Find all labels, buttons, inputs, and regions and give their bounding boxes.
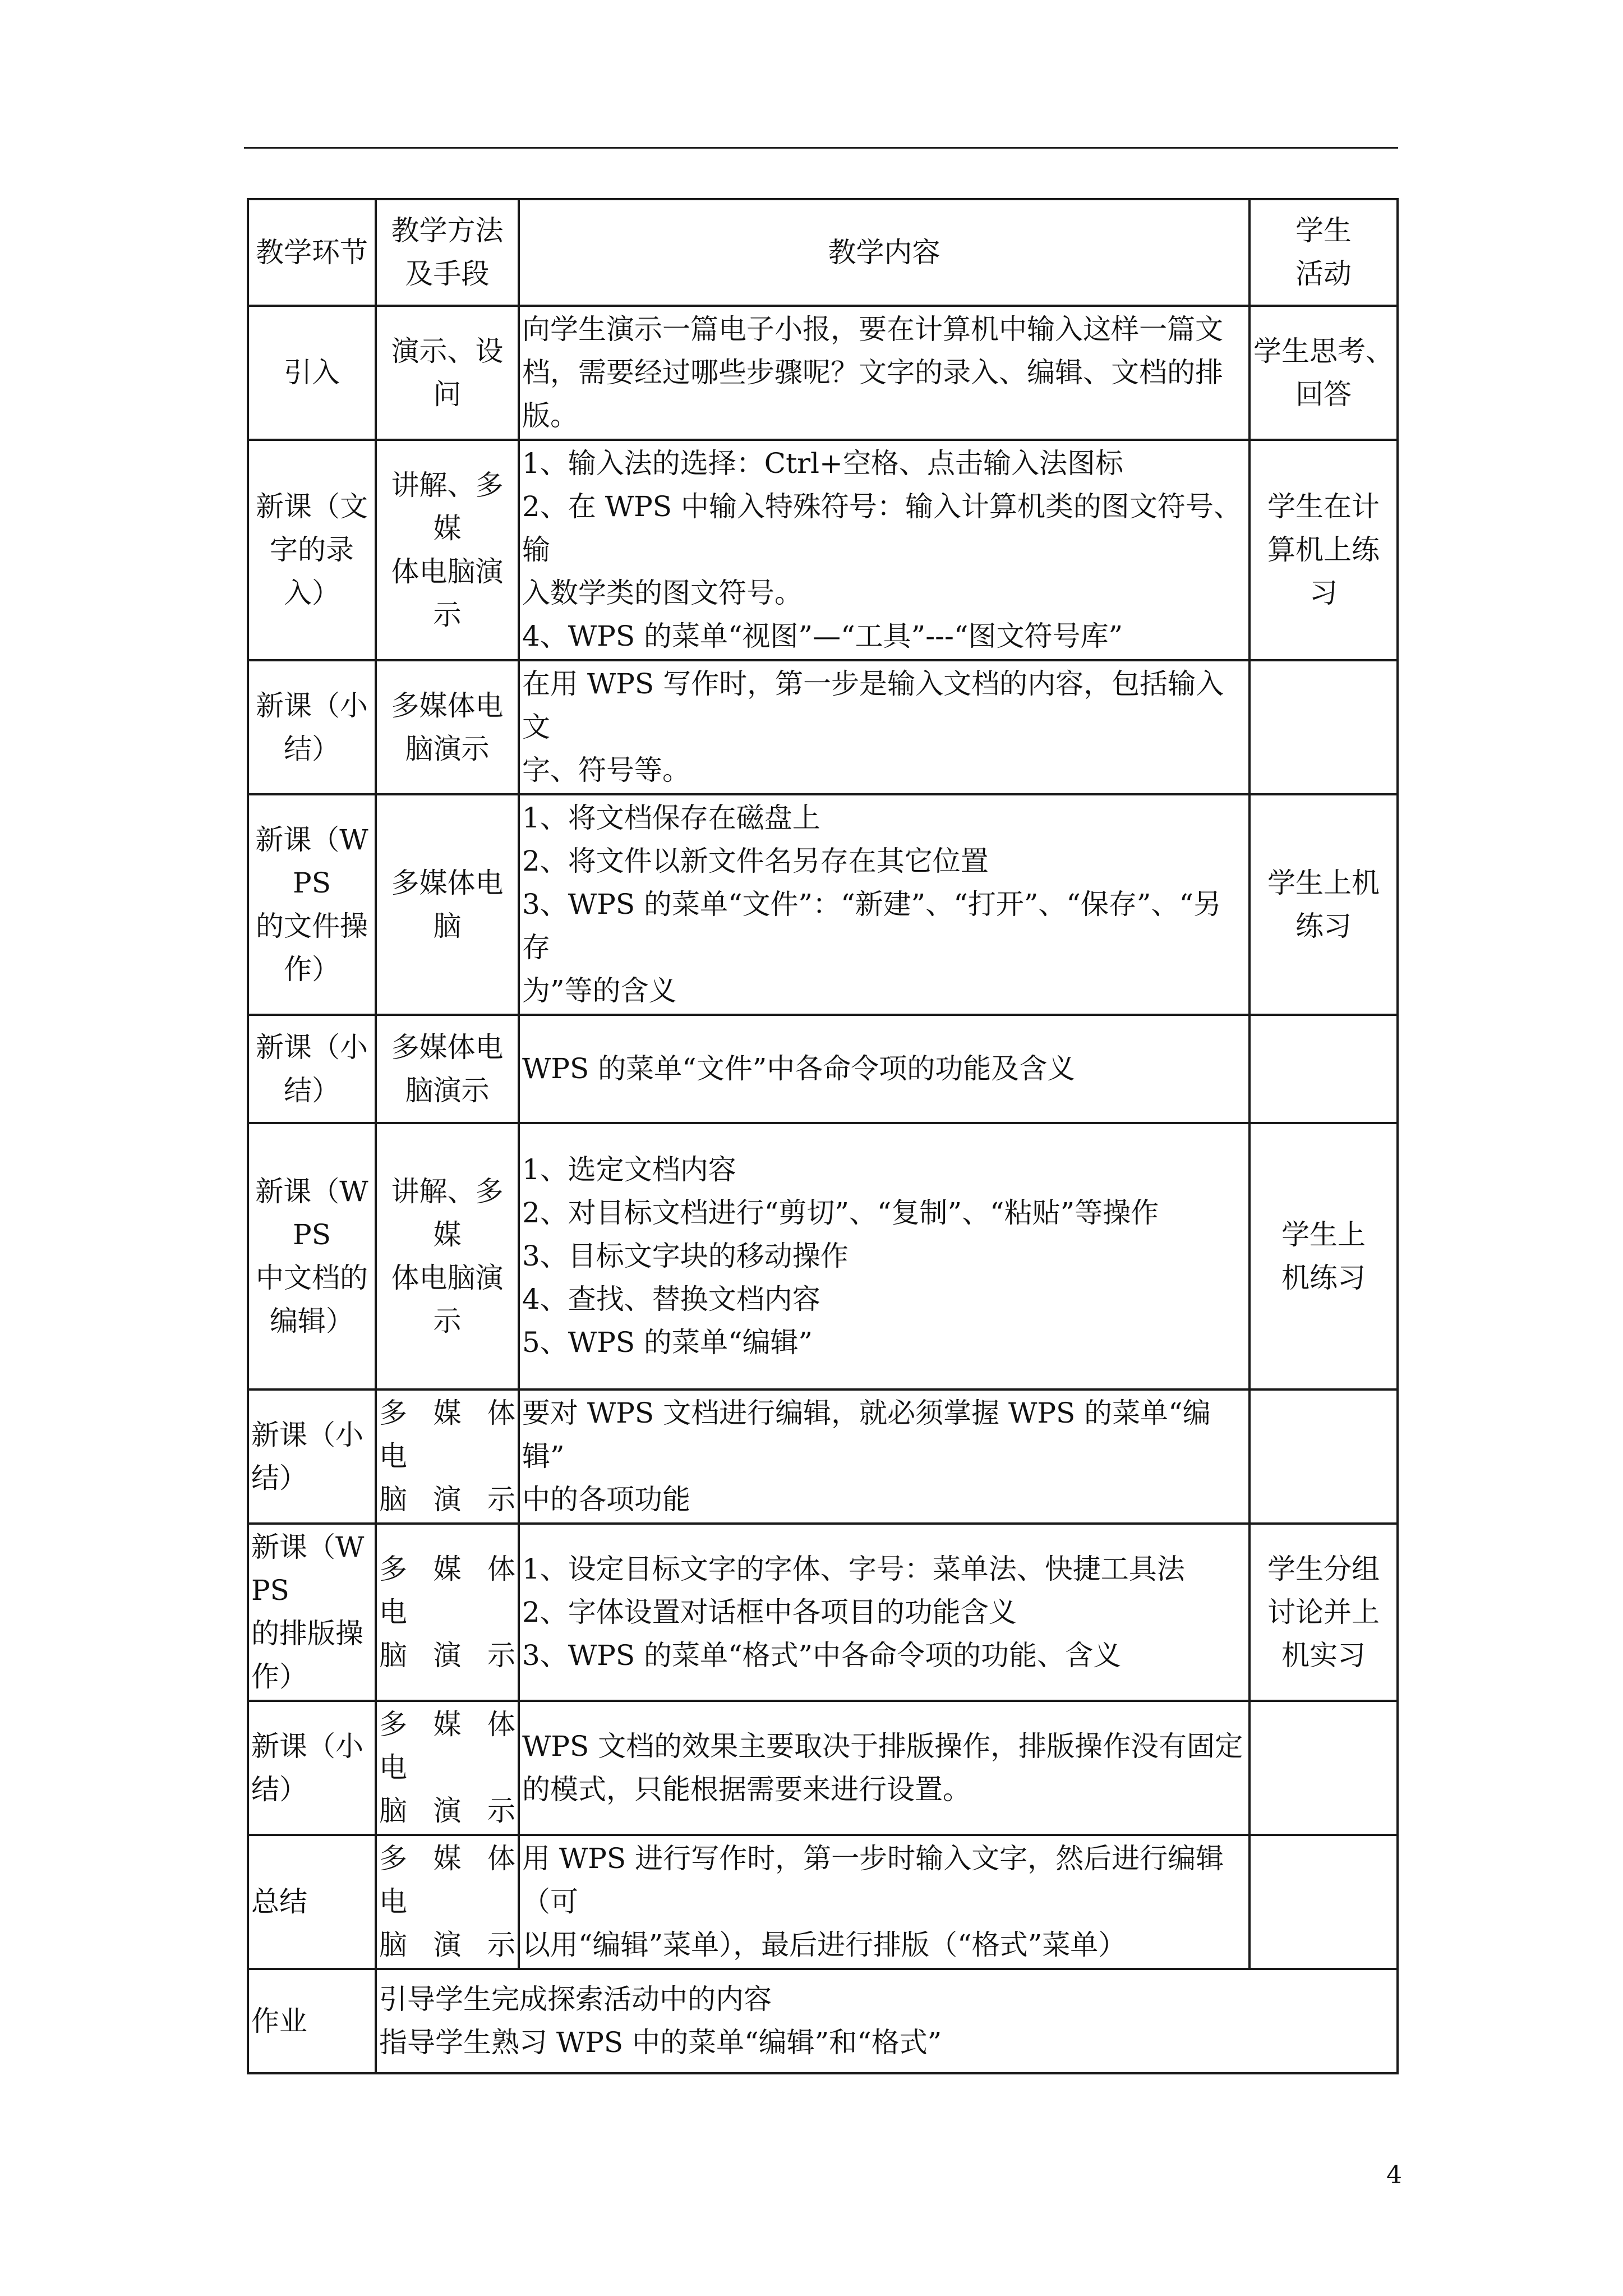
stage-cell-line: 的文件操 [256, 909, 368, 942]
stage-cell-line: 结） [284, 1074, 340, 1107]
content-cell-line: 2、对目标文档进行“剪切”、“复制”、“粘贴”等操作 [522, 1197, 1159, 1229]
method-cell [376, 1524, 519, 1701]
content-cell-line: 以用“编辑”菜单），最后进行排版（“格式”菜单） [522, 1929, 1127, 1961]
method-cell [376, 1123, 519, 1389]
content-cell-line: 4、WPS 的菜单“视图”—“工具”---“图文符号库” [522, 620, 1123, 652]
activity-cell-line: 练习 [1295, 909, 1352, 942]
content-cell-line: 2、字体设置对话框中各项目的功能含义 [522, 1595, 1017, 1628]
method-cell-line: 多媒体电 [391, 1030, 504, 1064]
activity-cell [1249, 1701, 1398, 1835]
activity-cell-line: 学生思考、 [1253, 334, 1394, 367]
content-cell-line: 1、输入法的选择：Ctrl+空格、点击输入法图标 [522, 447, 1123, 480]
content-cell-line: 3、WPS 的菜单“格式”中各命令项的功能、含义 [522, 1639, 1122, 1672]
content-cell [519, 660, 1249, 794]
method-cell-line: 脑演示 [379, 1483, 515, 1516]
content-cell-line: 版。 [522, 399, 578, 432]
method-cell [376, 794, 519, 1015]
method-cell-line: 脑演示 [379, 1639, 515, 1672]
activity-cell [1249, 660, 1398, 794]
lesson-plan-table [247, 198, 1399, 2074]
stage-cell-line: 作） [284, 953, 340, 986]
method-cell [376, 660, 519, 794]
content-cell [519, 306, 1249, 440]
stage-cell-line: 结） [284, 732, 340, 765]
content-cell [519, 1701, 1249, 1835]
activity-cell [1249, 440, 1398, 660]
table-row [248, 306, 1398, 440]
header-method-line: 及手段 [405, 257, 490, 290]
stage-cell-line: 新课（小 [256, 1030, 368, 1064]
content-cell [519, 1015, 1249, 1123]
stage-cell-line: 编辑） [270, 1304, 354, 1337]
content-cell [519, 1835, 1249, 1969]
homework-label: 作业 [248, 1969, 376, 2073]
stage-cell-line: 新课（WPS [255, 823, 368, 899]
content-cell-line: 在用 WPS 写作时，第一步是输入文档的内容，包括输入文 [522, 668, 1224, 743]
content-cell-line: 要对 WPS 文档进行编辑，就必须掌握 WPS 的菜单“编辑” [522, 1397, 1211, 1473]
method-cell-line: 脑演示 [405, 1074, 490, 1107]
stage-cell [248, 1835, 376, 1969]
method-cell-line: 演示、设问 [391, 334, 504, 411]
table-row [248, 1123, 1398, 1389]
activity-cell-line: 算机上练 [1267, 533, 1380, 566]
stage-cell-line: 新课（小 [256, 689, 368, 722]
homework-content [376, 1969, 1398, 2073]
table-row [248, 1701, 1398, 1835]
header-method [376, 199, 519, 306]
stage-cell-line: 新课（小 [251, 1418, 363, 1451]
content-cell [519, 1123, 1249, 1389]
stage-cell [248, 1524, 376, 1701]
method-cell-line: 多 媒 体 电 [379, 1708, 515, 1784]
content-cell-line: 的模式，只能根据需要来进行设置。 [522, 1773, 971, 1806]
table-row [248, 1524, 1398, 1701]
content-cell-line: 1、选定文档内容 [522, 1153, 736, 1186]
method-cell [376, 1835, 519, 1969]
stage-cell-line: 新课（WPS [251, 1531, 365, 1607]
table-row [248, 794, 1398, 1015]
method-cell-line: 多媒体电 [391, 689, 504, 722]
content-cell-line: 入数学类的图文符号。 [522, 577, 803, 609]
content-cell-line: 档，需要经过哪些步骤呢？文字的录入、编辑、文档的排 [522, 356, 1223, 389]
stage-cell-line: 中文档的 [256, 1261, 368, 1294]
method-cell-line: 体电脑演 [391, 555, 504, 588]
table-row [248, 1389, 1398, 1524]
stage-cell [248, 1015, 376, 1123]
stage-cell-line: 结） [251, 1461, 307, 1494]
table-row [248, 440, 1398, 660]
method-cell-line: 示 [433, 598, 462, 631]
header-activity-line: 学生 [1295, 214, 1352, 247]
activity-cell-line: 学生在计 [1267, 490, 1380, 523]
activity-cell [1249, 1123, 1398, 1389]
activity-cell [1249, 1835, 1398, 1969]
table-row [248, 1015, 1398, 1123]
stage-cell-line: 引入 [284, 356, 340, 389]
activity-cell-line: 学生分组 [1267, 1552, 1380, 1585]
content-cell-line: 1、将文档保存在磁盘上 [522, 802, 820, 834]
content-cell [519, 440, 1249, 660]
method-cell-line: 讲解、多媒 [391, 1175, 504, 1251]
stage-cell [248, 660, 376, 794]
method-cell-line: 示 [433, 1304, 462, 1337]
stage-cell [248, 306, 376, 440]
header-activity-line: 活动 [1295, 257, 1352, 290]
stage-cell [248, 1701, 376, 1835]
activity-cell-line: 讨论并上 [1267, 1595, 1380, 1628]
stage-cell-line: 总结 [251, 1885, 307, 1918]
method-cell [376, 1015, 519, 1123]
homework-line: 引导学生完成探索活动中的内容 [379, 1983, 772, 2016]
content-cell-line: 1、设定目标文字的字体、字号：菜单法、快捷工具法 [522, 1552, 1185, 1585]
method-cell [376, 1389, 519, 1524]
method-cell-line: 脑演示 [379, 1929, 515, 1961]
method-cell-line: 体电脑演 [391, 1261, 504, 1294]
method-cell [376, 440, 519, 660]
homework-line: 指导学生熟习 WPS 中的菜单“编辑”和“格式” [379, 2026, 942, 2059]
method-cell-line: 多 媒 体 电 [379, 1552, 515, 1628]
stage-cell-line: 的排版操 [251, 1617, 363, 1650]
method-cell [376, 1701, 519, 1835]
content-cell-line: WPS 文档的效果主要取决于排版操作，排版操作没有固定 [522, 1729, 1243, 1763]
activity-cell [1249, 306, 1398, 440]
content-cell-line: 2、将文件以新文件名另存在其它位置 [522, 845, 989, 877]
stage-cell [248, 794, 376, 1015]
table-row [248, 1835, 1398, 1969]
stage-cell [248, 1389, 376, 1524]
method-cell-line: 讲解、多媒 [391, 468, 504, 545]
table-row [248, 660, 1398, 794]
content-cell [519, 1524, 1249, 1701]
activity-cell-line: 机练习 [1281, 1261, 1366, 1294]
content-cell-line: 5、WPS 的菜单“编辑” [522, 1326, 813, 1359]
homework-row [248, 1969, 1398, 2073]
table-header-row [248, 199, 1398, 306]
content-cell-line: 4、查找、替换文档内容 [522, 1283, 820, 1315]
content-cell-line: WPS 的菜单“文件”中各命令项的功能及含义 [522, 1052, 1076, 1085]
activity-cell-line: 学生上机 [1267, 866, 1380, 899]
page-number: 4 [1386, 2161, 1402, 2189]
content-cell-line: 3、目标文字块的移动操作 [522, 1240, 849, 1272]
stage-cell [248, 1123, 376, 1389]
content-cell-line: 字、符号等。 [522, 754, 690, 786]
method-cell-line: 多 媒 体 电 [379, 1842, 515, 1918]
content-cell-line: 向学生演示一篇电子小报，要在计算机中输入这样一篇文 [522, 313, 1223, 346]
activity-cell-line: 回答 [1295, 378, 1352, 411]
stage-cell-line: 新课（小 [251, 1729, 363, 1763]
stage-cell-line: 作） [251, 1660, 307, 1693]
header-stage: 教学环节 [248, 199, 376, 306]
content-cell-line: 3、WPS 的菜单“文件”：“新建”、“打开”、“保存”、“另存 [522, 888, 1222, 964]
header-activity [1249, 199, 1398, 306]
method-cell-line: 脑演示 [379, 1795, 515, 1827]
header-rule [244, 147, 1398, 149]
method-cell [376, 306, 519, 440]
stage-cell-line: 新课（WPS [255, 1175, 368, 1251]
method-cell-line: 脑 [433, 909, 462, 942]
stage-cell-line: 新课（文 [256, 490, 368, 523]
activity-cell-line: 习 [1310, 577, 1338, 609]
content-cell-line: 2、在 WPS 中输入特殊符号：输入计算机类的图文符号、输 [522, 490, 1242, 566]
method-cell-line: 脑演示 [405, 732, 490, 765]
stage-cell-line: 字的录入） [270, 533, 354, 609]
activity-cell [1249, 1015, 1398, 1123]
stage-cell [248, 440, 376, 660]
method-cell-line: 多 媒 体 电 [379, 1397, 515, 1473]
activity-cell [1249, 1524, 1398, 1701]
content-cell-line: 中的各项功能 [522, 1483, 690, 1516]
method-cell-line: 多媒体电 [391, 866, 504, 899]
content-cell [519, 1389, 1249, 1524]
header-content: 教学内容 [519, 199, 1249, 306]
stage-cell-line: 结） [251, 1773, 307, 1806]
content-cell-line: 为”等的含义 [522, 974, 677, 1007]
content-cell-line: 用 WPS 进行写作时，第一步时输入文字，然后进行编辑（可 [522, 1842, 1224, 1918]
header-method-line: 教学方法 [391, 214, 504, 247]
activity-cell-line: 学生上 [1281, 1218, 1366, 1251]
activity-cell-line: 机实习 [1281, 1639, 1366, 1672]
activity-cell [1249, 794, 1398, 1015]
content-cell [519, 794, 1249, 1015]
activity-cell [1249, 1389, 1398, 1524]
